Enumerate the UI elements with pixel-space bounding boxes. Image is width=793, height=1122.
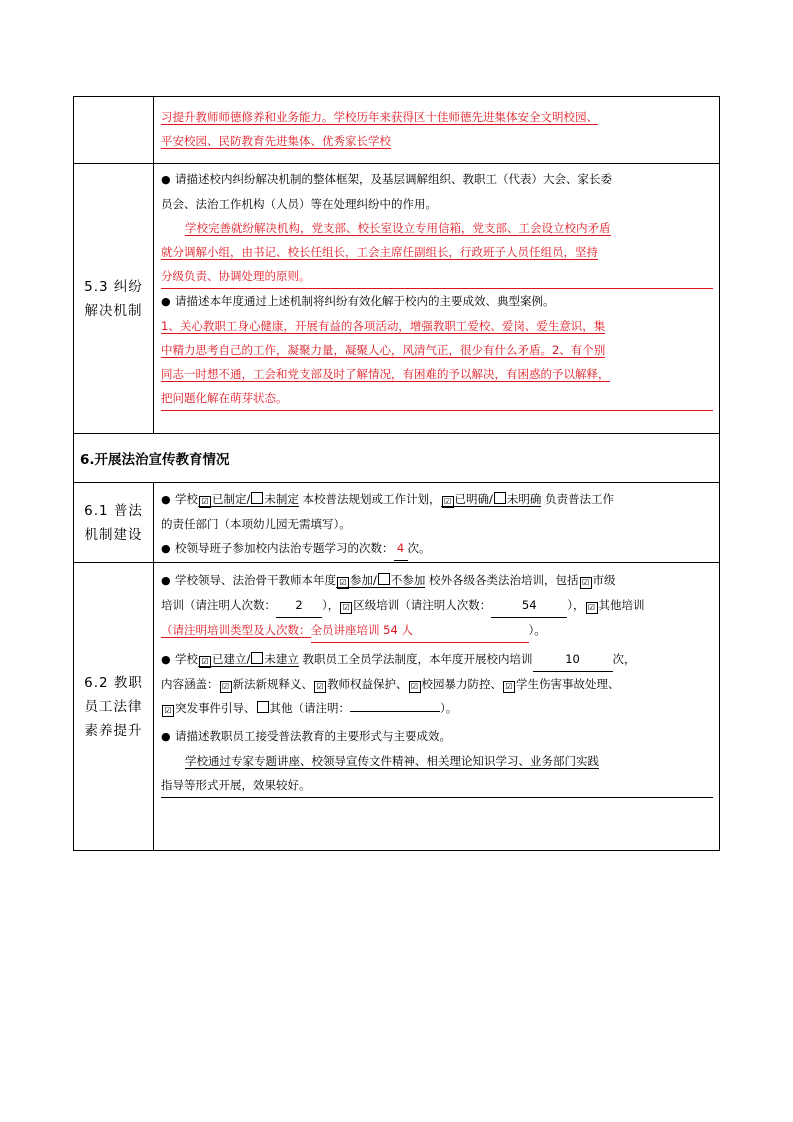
text: ），	[322, 598, 340, 612]
option-label: 已建立	[212, 652, 247, 666]
question-text: 员会、法治工作机构（人员）等在处理纠纷中的作用。	[161, 197, 437, 211]
option-label: 已明确	[454, 492, 490, 506]
bullet-icon: ●	[161, 173, 171, 186]
honor-line-1: 习提升教师师德修养和业务能力。学校历年来获得区十佳师德先进集体安全文明校园、	[161, 110, 598, 124]
text: 的责任部门（本项幼儿园无需填写）。	[161, 517, 351, 531]
bullet-icon: ●	[161, 730, 171, 743]
option-label: 区级培训（请注明人次数：	[353, 598, 492, 612]
option-label: 新法新规释义、	[232, 677, 313, 691]
option-label: 其他培训	[598, 598, 645, 612]
label-line: 6.2 教职	[84, 674, 143, 691]
study-count-value: 4	[394, 536, 408, 561]
answer-text: 学校通过专家专题讲座、校领导宣传文件精神、相关理论知识学习、业务部门实践	[185, 754, 599, 768]
text: 学校	[175, 492, 198, 506]
checkbox-not-made[interactable]	[251, 492, 263, 504]
checkbox-not-join[interactable]	[378, 573, 390, 585]
answer-text: 学校完善就纷解决机构，党支部、校长室设立专用信箱，党支部、工会设立校内矛盾	[185, 221, 611, 235]
row-label-6-1	[74, 483, 154, 563]
option-label: 未建立	[264, 652, 299, 666]
bullet-icon: ●	[161, 653, 171, 666]
answer-text: 同志一时想不通，工会和党支部及时了解情况，有困难的予以解决，有困惑的予以解释，	[161, 367, 610, 381]
option-label: 已制定	[212, 492, 247, 506]
row-label-empty	[74, 97, 154, 164]
checkbox-emergency[interactable]: ☑	[162, 705, 174, 717]
checkbox-teacher-rights[interactable]: ☑	[314, 681, 326, 693]
section-5-2-continuation	[154, 97, 720, 164]
bullet-icon: ●	[161, 493, 171, 506]
option-label: 参加	[350, 573, 373, 587]
label-line: 素养提升	[84, 722, 143, 739]
answer-text: 分级负责、协调处理的原则。	[161, 264, 713, 289]
checkbox-made[interactable]: ☑	[199, 496, 211, 508]
text: 学校	[175, 652, 198, 666]
slash: /	[373, 573, 377, 587]
checkbox-new-law[interactable]: ☑	[220, 681, 232, 693]
option-label: 未明确	[506, 492, 542, 506]
answer-text: 把问题化解在萌芽状态。	[161, 386, 713, 411]
label-line: 5.3 纠纷	[84, 278, 143, 295]
question-text: 请描述本年度通过上述机制将纠纷有效化解于校内的主要成效、典型案例。	[175, 294, 555, 308]
text: （请注明培训类型及人次数：	[161, 623, 311, 637]
text: 次，	[612, 652, 636, 666]
answer-text: 中精力思考自己的工作，凝聚力量，凝聚人心，风清气正，很少有什么矛盾。2、有个别	[161, 343, 606, 357]
label-line: 解决机制	[84, 302, 143, 319]
text: 校外各级各类法治培训，包括	[425, 573, 579, 587]
bullet-icon: ●	[161, 542, 171, 555]
option-label: 市级	[592, 573, 616, 587]
checkbox-join[interactable]: ☑	[337, 577, 349, 589]
answer-text: 就分调解小组，由书记、校长任组长，工会主席任副组长，行政班子人员任组员，坚持	[161, 245, 598, 259]
text: 负责普法工作	[541, 492, 615, 506]
section-5-3-body	[154, 164, 720, 434]
checkbox-other[interactable]	[257, 701, 269, 713]
section-6-title: 6.开展法治宣传教育情况	[74, 434, 720, 483]
row-label-6-2	[74, 563, 154, 851]
option-label: 不参加	[390, 573, 426, 587]
option-label: 教师权益保护、	[327, 677, 408, 691]
text: 本校普法规划或工作计划，	[298, 492, 441, 506]
text: 培训（请注明人次数：	[161, 598, 276, 612]
option-label: 学生伤害事故处理、	[516, 677, 620, 691]
district-count-value: 54	[491, 593, 567, 618]
question-text: 请描述校内纠纷解决机制的整体框架，及基层调解组织、教职工（代表）大会、家长委	[175, 172, 612, 186]
slash: /	[246, 652, 251, 666]
label-line: 机制建设	[84, 526, 143, 543]
text: ）。	[440, 701, 458, 715]
training-count-value: 10	[533, 647, 613, 672]
checkbox-city[interactable]: ☑	[580, 577, 592, 589]
label-line: 员工法律	[84, 698, 143, 715]
honor-line-2: 平安校园、民防教育先进集体、优秀家长学校	[161, 134, 391, 148]
text: 学校领导、法治骨干教师本年度	[175, 573, 336, 587]
checkbox-clear[interactable]: ☑	[442, 496, 454, 508]
other-content-field[interactable]	[350, 711, 440, 712]
label-line: 6.1 普法	[84, 502, 143, 519]
option-label: 校园暴力防控、	[421, 677, 502, 691]
slash: /	[489, 492, 493, 506]
row-label-5-3	[74, 164, 154, 434]
text: ），	[567, 598, 585, 612]
checkbox-other-training[interactable]: ☑	[586, 602, 598, 614]
checkbox-district[interactable]: ☑	[340, 602, 352, 614]
city-count-value: 2	[276, 593, 322, 618]
bullet-icon: ●	[161, 295, 171, 308]
option-label: 未制定	[264, 492, 299, 506]
checkbox-violence[interactable]: ☑	[409, 681, 421, 693]
text: 教职员工全员学法制度，本年度开展校内培训	[298, 652, 533, 666]
text: 次。	[407, 541, 431, 555]
text: 校领导班子参加校内法治专题学习的次数：	[175, 541, 394, 555]
text: ）。	[528, 623, 546, 637]
checkbox-built[interactable]: ☑	[199, 656, 211, 668]
other-training-value: 全员讲座培训 54 人	[311, 618, 529, 643]
bullet-icon: ●	[161, 574, 171, 587]
answer-text: 1、关心教职工身心健康，开展有益的各项活动，增强教职工爱校、爱岗、爱生意识，集	[161, 319, 606, 333]
checkbox-unclear[interactable]	[494, 492, 506, 504]
answer-text: 指导等形式开展，效果较好。	[161, 773, 713, 798]
question-text: 请描述教职员工接受普法教育的主要形式与主要成效。	[175, 729, 451, 743]
report-table	[73, 96, 720, 851]
slash: /	[246, 492, 251, 506]
section-6-1-body	[154, 483, 720, 563]
text: 内容涵盖：	[161, 677, 219, 691]
checkbox-not-built[interactable]	[251, 652, 263, 664]
option-label: 突发事件引导、	[175, 701, 256, 715]
option-label: 其他（请注明：	[269, 701, 350, 715]
checkbox-injury[interactable]: ☑	[503, 681, 515, 693]
section-6-2-body	[154, 563, 720, 851]
